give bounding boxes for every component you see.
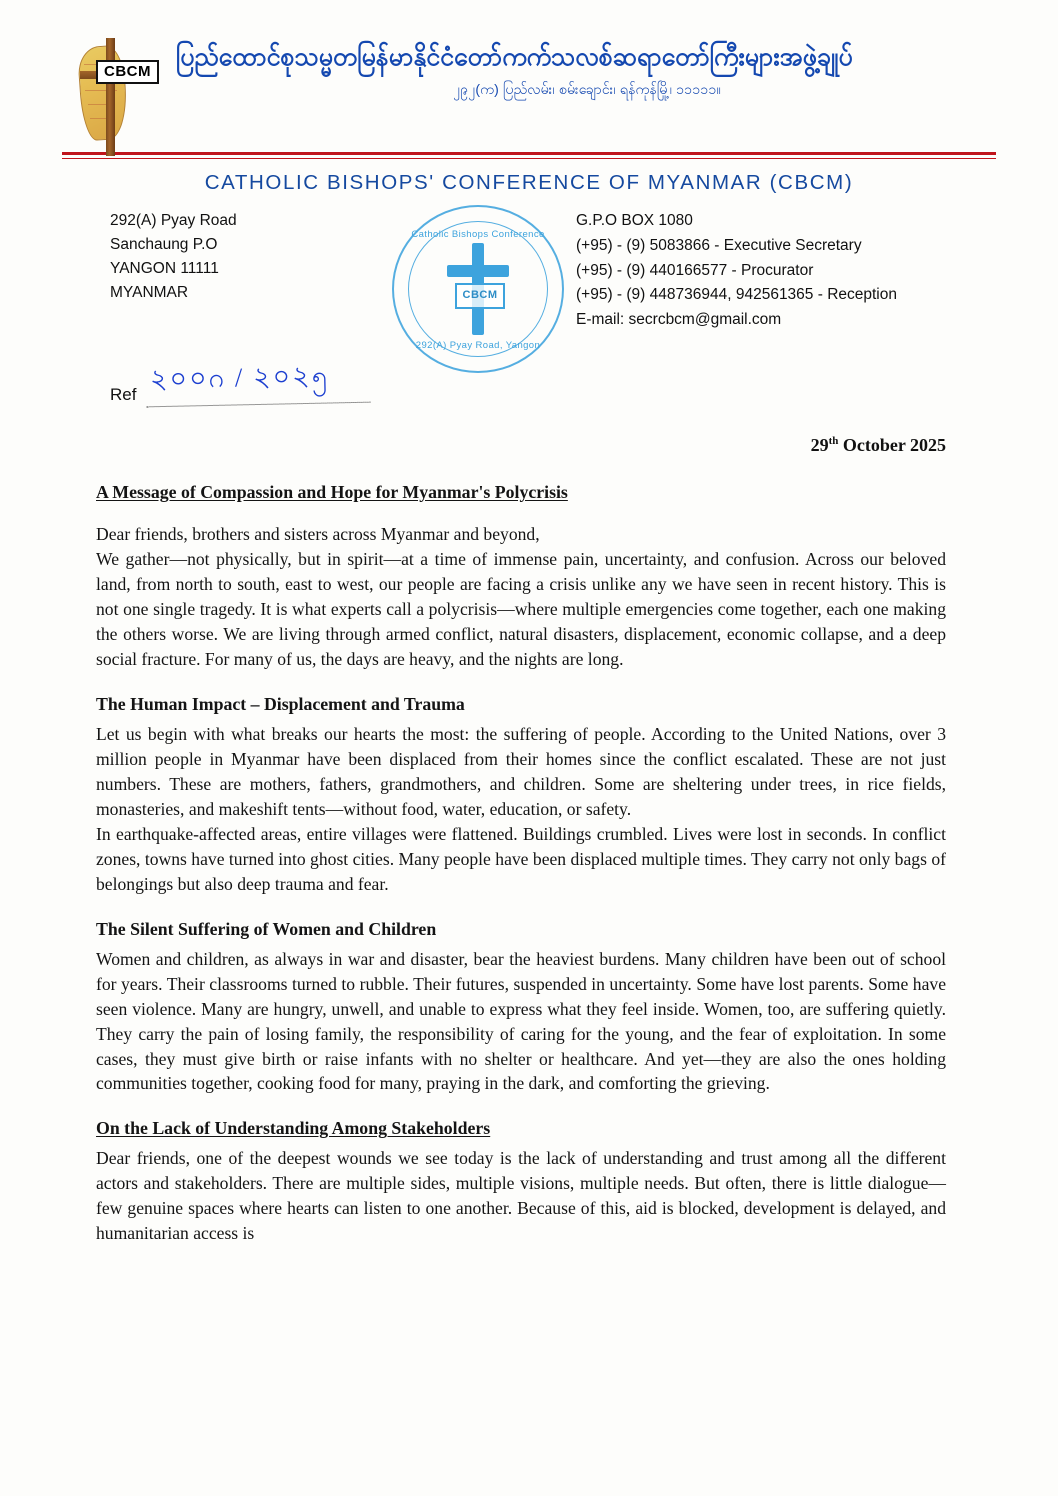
date-suffix: th (828, 435, 839, 447)
seal-cross-icon (441, 243, 515, 335)
contact-email: E-mail: secrcbcm@gmail.com (576, 311, 782, 329)
reference-number: ২০০ဂ / ২০২၅ (146, 355, 371, 408)
letter-body (96, 480, 946, 1246)
address-line: Sanchaung P.O (110, 236, 218, 254)
salutation: Dear friends, brothers and sisters across Myanmar and beyond, (96, 524, 540, 545)
address-line: 292(A) Pyay Road (110, 212, 237, 229)
date-rest: October 2025 (838, 435, 946, 455)
date-day: 29 (810, 435, 829, 455)
seal-top-text: Catholic Bishops Conference (411, 229, 545, 240)
contact-line: (+95) - (9) 440166577 - Procurator (576, 261, 814, 279)
seal-cross-horizontal (447, 265, 509, 277)
section-heading: On the Lack of Understanding Among Stakeholders (96, 1118, 491, 1139)
contact-line: (+95) - (9) 5083866 - Executive Secretary (576, 236, 862, 254)
paragraph: Let us begin with what breaks our hearts the most: the suffering of people. According to the United Nations, over 3 million people in Myanmar have been displaced from their homes since the conflict escalated. These are not just numbers. These are mothers, fathers, grandmothers, and children. Some are sheltering under trees, in rice fields, monasteries, and makeshift tents—without food, water, education, or safety. (96, 723, 946, 819)
section-human-impact (96, 692, 946, 897)
seal-center-text: CBCM (455, 283, 505, 309)
english-organization-title: CATHOLIC BISHOPS' CONFERENCE OF MYANMAR (CBCM) (204, 171, 854, 194)
cbcm-logo (62, 38, 170, 143)
paragraph: We gather—not physically, but in spirit—at a time of immense pain, uncertainty, and confusion. Across our beloved land, from north to south, east to west, our people are facing a crisis unlike any we have seen in recent history. This is not one single tragedy. It is what experts call a polycrisis—where multiple emergencies come together, each one making the others worse. We are living through armed conflict, natural disasters, displacement, economic collapse, and a deep social fracture. For many of us, the days are heavy, and the nights are long. (96, 548, 946, 669)
contact-line: G.P.O BOX 1080 (576, 212, 693, 229)
cross-vertical-icon (106, 38, 115, 156)
paragraph: Women and children, as always in war and disaster, bear the heaviest burdens. Many children have been out of school for years. Their classrooms turned to rubble. Their futures, suspended in uncertainty. Some have lost parents. Some have seen violence. Many are hungry, unwell, and unable to express what they feel inside. Women, too, are suffering quietly. They carry the pain of losing family, the responsibility of caring for the young, and the fear of exploitation. In some cases, they must give birth or raise infants with no shelter or healthcare. And yet—they are also the ones holding communities together, cooking food for many, praying in the dark, and comforting the grieving. (96, 948, 946, 1094)
letterhead (0, 0, 1058, 405)
letterhead-top-row (0, 0, 1058, 143)
section-women-children (96, 917, 946, 1097)
section-heading: The Human Impact – Displacement and Trauma (96, 693, 465, 714)
letterhead-titles (170, 42, 998, 101)
burmese-organization-title: ပြည်ထောင်စုသမ္မတမြန်မာနိုင်ငံတော်ကက်သလစ်ဆရာတော်ကြီးများအဖွဲ့ချုပ် (176, 43, 853, 71)
document-title: A Message of Compassion and Hope for Myanmar's Polycrisis (96, 482, 568, 502)
section-intro (96, 522, 946, 672)
paragraph: Dear friends, one of the deepest wounds we see today is the lack of understanding and trust among all the different actors and stakeholders. There are multiple sides, multiple visions, multiple needs. But often, there is little dialogue—few genuine spaces where hearts can listen to one another. Because of this, aid is blocked, development is delayed, and humanitarian access is (96, 1148, 946, 1244)
contact-block (62, 209, 996, 359)
address-line: YANGON 11111 (110, 260, 219, 278)
postal-address (62, 209, 362, 359)
address-line: MYANMAR (110, 284, 189, 302)
official-seal-stamp (392, 205, 564, 373)
divider-red-thick (62, 152, 996, 155)
divider-red-thin (62, 158, 996, 159)
contact-details (576, 209, 996, 359)
section-stakeholders (96, 1116, 946, 1246)
section-heading: The Silent Suffering of Women and Children (96, 918, 437, 939)
contact-line: (+95) - (9) 448736944, 942561365 - Reception (576, 286, 897, 304)
cbcm-badge: CBCM (96, 60, 159, 84)
letter-date (0, 435, 946, 456)
reference-label: Ref (110, 385, 137, 404)
paragraph: In earthquake-affected areas, entire villages were flattened. Buildings crumbled. Lives were lost in seconds. In conflict zones, towns have turned into ghost cities. Many people have been displaced multiple times. They carry not only bags of belongings but also deep trauma and fear. (96, 823, 946, 894)
seal-bottom-text: 292(A) Pyay Road, Yangon (415, 340, 541, 351)
burmese-address: ၂၉၂(က) ပြည်လမ်း၊ စမ်းချောင်း၊ ရန်ကုန်မြို့၊ ၁၁၁၁၁။ (453, 81, 721, 98)
